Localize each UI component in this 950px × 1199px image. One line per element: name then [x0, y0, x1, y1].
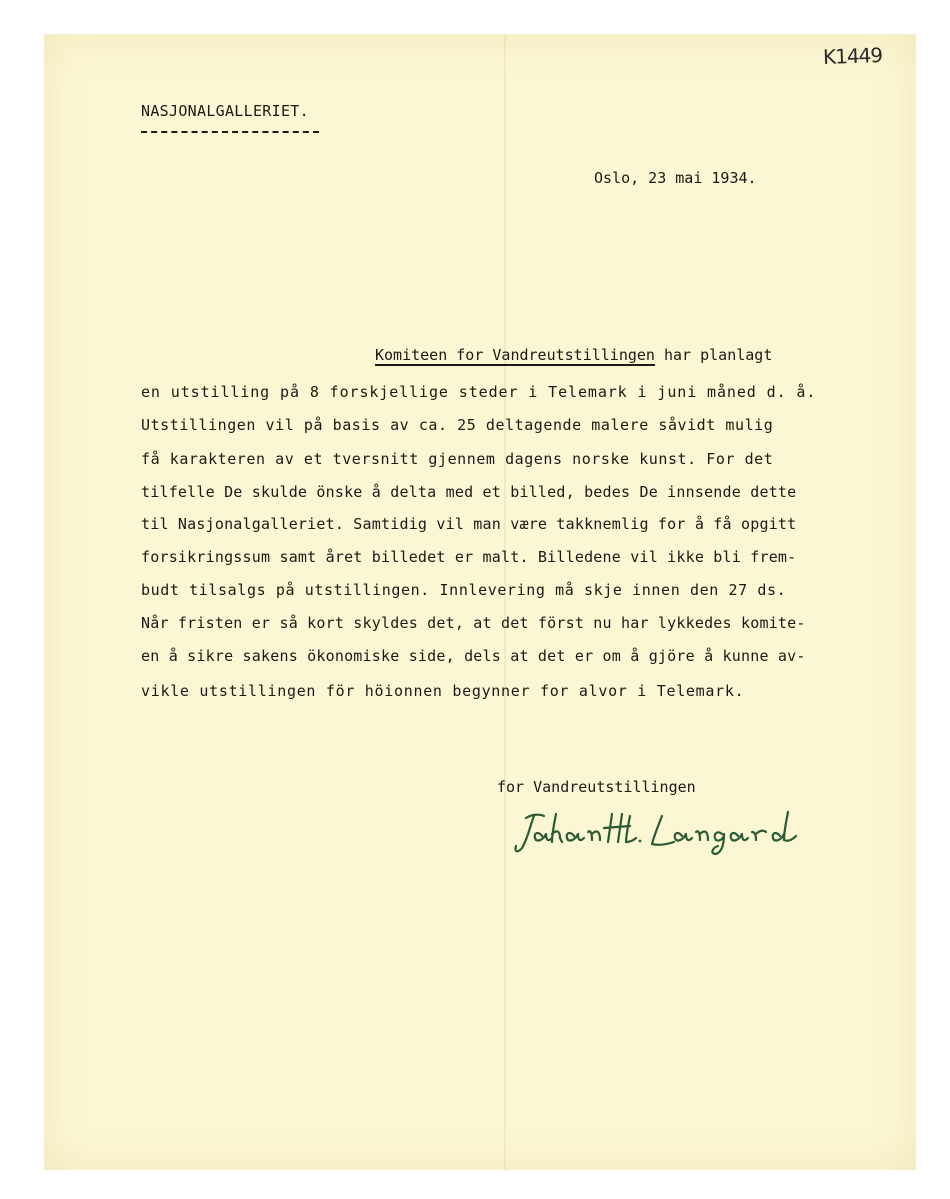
body-line: en utstilling på 8 forskjellige steder i Telemark i juni måned d. å.: [141, 383, 817, 401]
first-line-rest: har planlagt: [654, 346, 773, 364]
body-line: til Nasjonalgalleriet. Samtidig vil man være takknemlig for å få opgitt: [141, 515, 797, 533]
body-line: Utstillingen vil på basis av ca. 25 deltagende malere såvidt mulig: [141, 416, 774, 434]
body-line: forsikringssum samt året billedet er malt. Billedene vil ikke bli frem-: [141, 548, 797, 566]
body-line: få karakteren av et tversnitt gjennem dagens norske kunst. For det: [141, 450, 774, 468]
body-first-line: [375, 348, 772, 363]
letterhead: NASJONALGALLERIET.: [141, 102, 309, 120]
body-line: budt tilsalgs på utstillingen. Innlevering må skje innen den 27 ds.: [141, 581, 787, 599]
handwritten-signature: [512, 808, 802, 858]
body-line: en å sikre sakens ökonomiske side, dels at det er om å gjöre å kunne av-: [141, 647, 806, 665]
letter-page: [44, 34, 916, 1170]
letter-date: Oslo, 23 mai 1934.: [594, 169, 757, 187]
body-line: tilfelle De skulde önske å delta med et billed, bedes De innsende dette: [141, 483, 797, 501]
archive-number: K1449: [822, 42, 883, 70]
closing-line: for Vandreutstillingen: [497, 778, 696, 796]
letterhead-underline: [141, 131, 319, 133]
paper-fold: [504, 34, 506, 1170]
body-line: vikle utstillingen för höionnen begynner for alvor i Telemark.: [141, 682, 745, 700]
body-line: Når fristen er så kort skyldes det, at det först nu har lykkedes komite-: [141, 614, 806, 632]
committee-name: Komiteen for Vandreutstillingen: [375, 346, 655, 364]
